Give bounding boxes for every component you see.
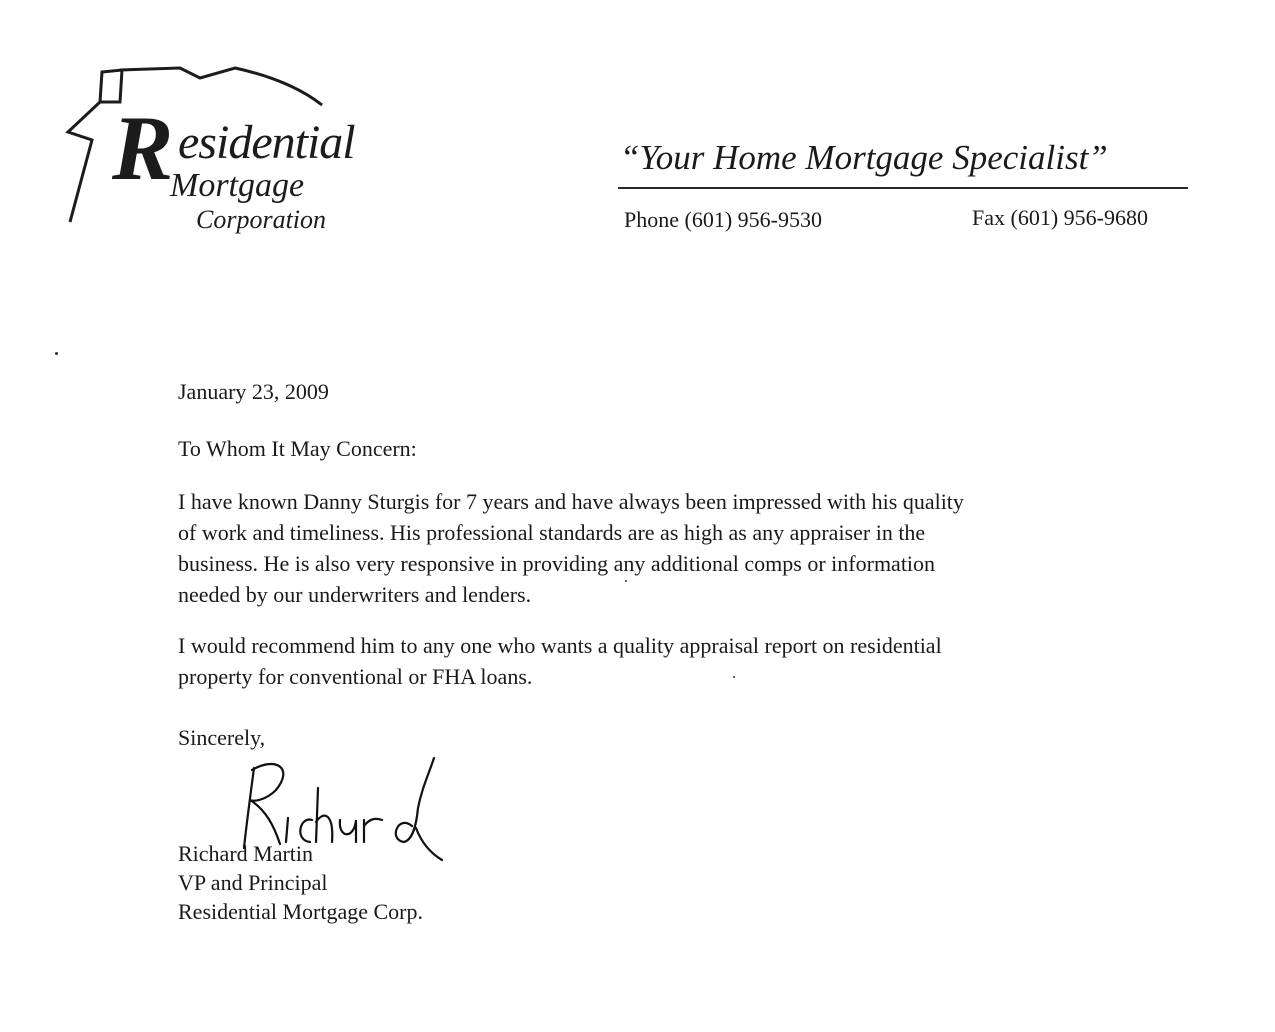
logo-initial: R — [112, 97, 174, 199]
logo-word-corporation: Corporation — [196, 205, 327, 234]
body-paragraph-2 — [178, 630, 1078, 692]
closing: Sincerely, — [178, 725, 266, 750]
scan-speck — [733, 676, 735, 678]
logo-word-mortgage: Mortgage — [170, 167, 305, 204]
paragraph-line: business. He is also very responsive in providing any additional comps or information — [178, 551, 936, 576]
company-slogan: “Your Home Mortgage Specialist” — [620, 138, 1108, 177]
body-paragraph-1 — [178, 486, 1078, 610]
header-divider — [618, 187, 1188, 189]
company-logo — [60, 60, 390, 250]
logo-word-residential: esidential — [178, 116, 355, 169]
paragraph-line: I have known Danny Sturgis for 7 years and have always been impressed with his quality — [178, 489, 964, 514]
paragraph-line: I would recommend him to any one who wants a quality appraisal report on residential — [178, 633, 942, 658]
signer-organization: Residential Mortgage Corp. — [178, 899, 424, 924]
scan-speck — [625, 580, 627, 582]
letter-date: January 23, 2009 — [178, 379, 329, 404]
salutation: To Whom It May Concern: — [178, 436, 417, 461]
phone-number: Phone (601) 956-9530 — [624, 207, 822, 232]
paragraph-line: property for conventional or FHA loans. — [178, 664, 533, 689]
fax-number: Fax (601) 956-9680 — [972, 205, 1148, 230]
paragraph-line: needed by our underwriters and lenders. — [178, 582, 532, 607]
paragraph-line: of work and timeliness. His professional standards are as high as any appraiser in the — [178, 520, 926, 545]
signer-name: Richard Martin — [178, 841, 314, 866]
signer-title: VP and Principal — [178, 870, 328, 895]
scan-speck — [55, 352, 58, 355]
